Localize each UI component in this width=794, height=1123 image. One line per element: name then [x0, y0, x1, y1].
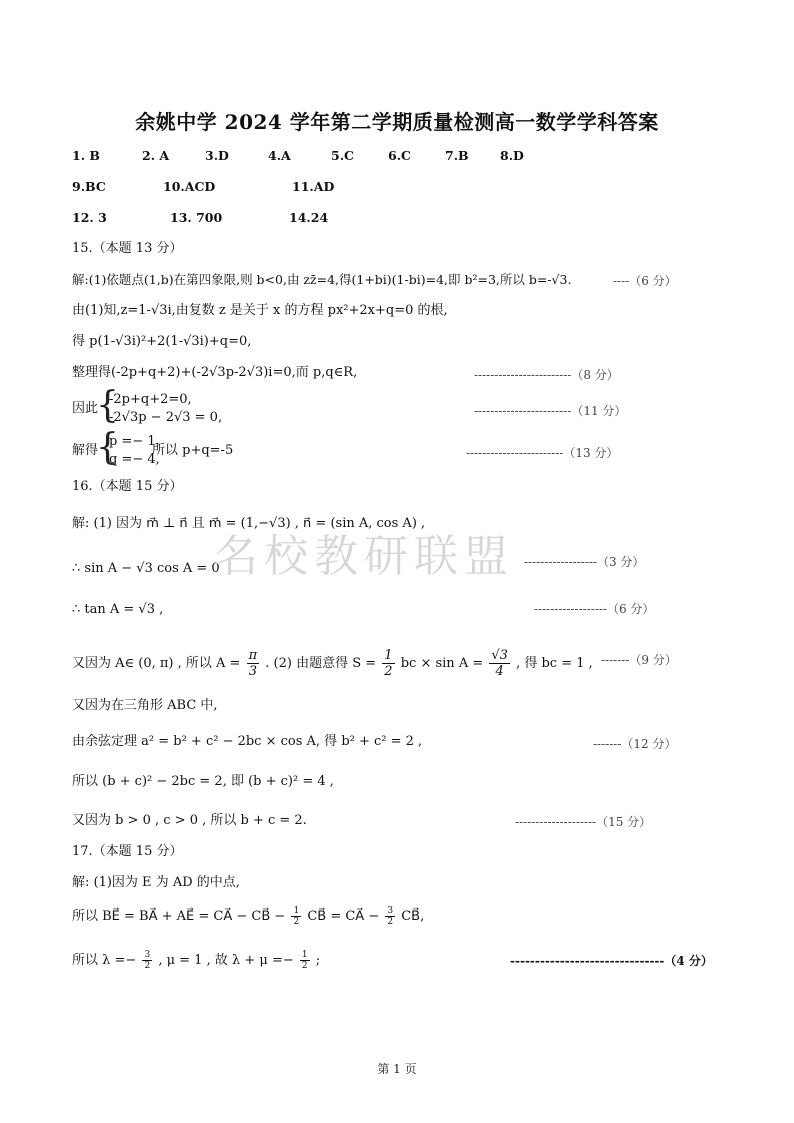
- fraction-one-half: $\frac{1}{2}$: [301, 950, 308, 971]
- fraction-one-half: $\frac{1}{2}$: [384, 648, 393, 679]
- left-brace: {: [96, 385, 119, 426]
- q15-line-1: 解:(1)依题点(1,b)在第四象限,则 b<0,由 zz̄=4,得(1+bi)(1-bi)=4,即 b²=3,所以 b=-√3.: [72, 272, 572, 287]
- page-title: 余姚中学 2024 学年第二学期质量检测高一数学学科答案: [135, 110, 659, 134]
- q16-line-1: 解: (1) 因为 m⃗ ⊥ n⃗ 且 m⃗ = (1,−√3) , n⃗ = (sin A, cos A) ,: [72, 516, 426, 531]
- q15-line-6-prefix: 解得: [72, 443, 99, 458]
- q15-solution-q: q =− 4,: [109, 452, 160, 467]
- fraction-one-half: $\frac{1}{2}$: [293, 906, 300, 927]
- answer-5: 5.C: [331, 148, 354, 163]
- left-brace: {: [96, 427, 119, 468]
- q16-line-4-a: 又因为 A∈ (0, π) , 所以 A =: [72, 656, 241, 671]
- q15-line-2: 由(1)知,z=1-√3i,由复数 z 是关于 x 的方程 px²+2x+q=0 的根,: [72, 303, 448, 318]
- q15-line-5-prefix: 因此: [72, 401, 99, 416]
- q15-score-4: ------------------------（13 分）: [466, 446, 619, 460]
- fraction-three-halves: $\frac{3}{2}$: [144, 950, 151, 971]
- q16-line-4-d: , 得 bc = 1 ,: [516, 656, 593, 671]
- answer-14: 14.24: [289, 210, 329, 225]
- answer-13: 13. 700: [170, 210, 223, 225]
- watermark: 名校教研联盟: [214, 531, 514, 582]
- q16-line-4: [72, 648, 593, 679]
- q15-solution-p: p =− 1,: [109, 434, 160, 449]
- q15-score-2: ------------------------（8 分）: [474, 368, 619, 382]
- q15-header: 15.（本题 13 分）: [72, 241, 183, 256]
- q17-header: 17.（本题 15 分）: [72, 844, 183, 859]
- answer-4: 4.A: [268, 148, 291, 163]
- q15-system-eq-1: -2p+q+2=0,: [109, 392, 192, 407]
- fraction-three-halves: $\frac{3}{2}$: [387, 906, 394, 927]
- q15-score-3: ------------------------（11 分）: [474, 404, 627, 418]
- q16-score-1: ------------------（3 分）: [524, 555, 645, 569]
- fraction-sqrt3-over-4: $\frac{√3}{4}$: [491, 648, 508, 679]
- q16-line-2: ∴ sin A − √3 cos A = 0: [72, 561, 220, 576]
- q16-score-2: ------------------（6 分）: [534, 602, 655, 616]
- q15-system-eq-2: -2√3p − 2√3 = 0,: [109, 410, 223, 425]
- q16-line-5: 又因为在三角形 ABC 中,: [72, 698, 218, 713]
- answer-1: 1. B: [72, 148, 100, 163]
- answer-3: 3.D: [205, 148, 229, 163]
- q15-line-4: 整理得(-2p+q+2)+(-2√3p-2√3)i=0,而 p,q∈R,: [72, 365, 358, 380]
- answer-11: 11.AD: [292, 179, 335, 194]
- answer-7: 7.B: [445, 148, 469, 163]
- page-footer: 第 1 页: [377, 1062, 417, 1076]
- answer-6: 6.C: [388, 148, 411, 163]
- q16-line-7: 所以 (b + c)² − 2bc = 2, 即 (b + c)² = 4 ,: [72, 774, 334, 789]
- answer-2: 2. A: [142, 148, 170, 163]
- answer-10: 10.ACD: [163, 179, 216, 194]
- q17-line-1: 解: (1)因为 E 为 AD 的中点,: [72, 875, 240, 890]
- answer-8: 8.D: [500, 148, 524, 163]
- q16-line-6: 由余弦定理 a² = b² + c² − 2bc × cos A, 得 b² + c² = 2 ,: [72, 734, 423, 749]
- q16-score-3: -------（9 分）: [601, 653, 677, 667]
- q17-line-3-b: , μ = 1 , 故 λ + μ =−: [158, 953, 294, 968]
- q16-line-3: ∴ tan A = √3 ,: [72, 602, 164, 617]
- fraction-pi-over-3: $\frac{\pi}{3}$: [248, 648, 258, 679]
- q17-line-2-a: 所以 BE⃗ = BA⃗ + AE⃗ = CA⃗ − CB⃗ −: [72, 909, 286, 924]
- q16-score-4: -------（12 分）: [593, 737, 677, 751]
- q16-score-5: --------------------（15 分）: [515, 815, 652, 829]
- q17-line-2: [72, 906, 424, 927]
- q15-line-6-suffix: 所以 p+q=-5: [152, 443, 234, 458]
- q16-line-8: 又因为 b > 0 , c > 0 , 所以 b + c = 2.: [72, 813, 307, 828]
- q17-line-3-c: ;: [315, 953, 321, 968]
- q17-line-2-b: CB⃗ = CA⃗ −: [307, 909, 380, 924]
- answer-12: 12. 3: [72, 210, 107, 225]
- q16-header: 16.（本题 15 分）: [72, 479, 183, 494]
- q16-line-4-c: bc × sin A =: [400, 656, 484, 671]
- q16-line-4-b: . (2) 由题意得 S =: [265, 656, 377, 671]
- q15-line-3: 得 p(1-√3i)²+2(1-√3i)+q=0,: [72, 334, 252, 349]
- answer-9: 9.BC: [72, 179, 106, 194]
- q17-line-3: [72, 950, 320, 971]
- q15-score-1: ----（6 分）: [613, 274, 677, 288]
- q17-score-1: -------------------------------（4 分）: [510, 954, 713, 968]
- q17-line-3-a: 所以 λ =−: [72, 953, 137, 968]
- q17-line-2-c: CB⃗,: [401, 909, 425, 924]
